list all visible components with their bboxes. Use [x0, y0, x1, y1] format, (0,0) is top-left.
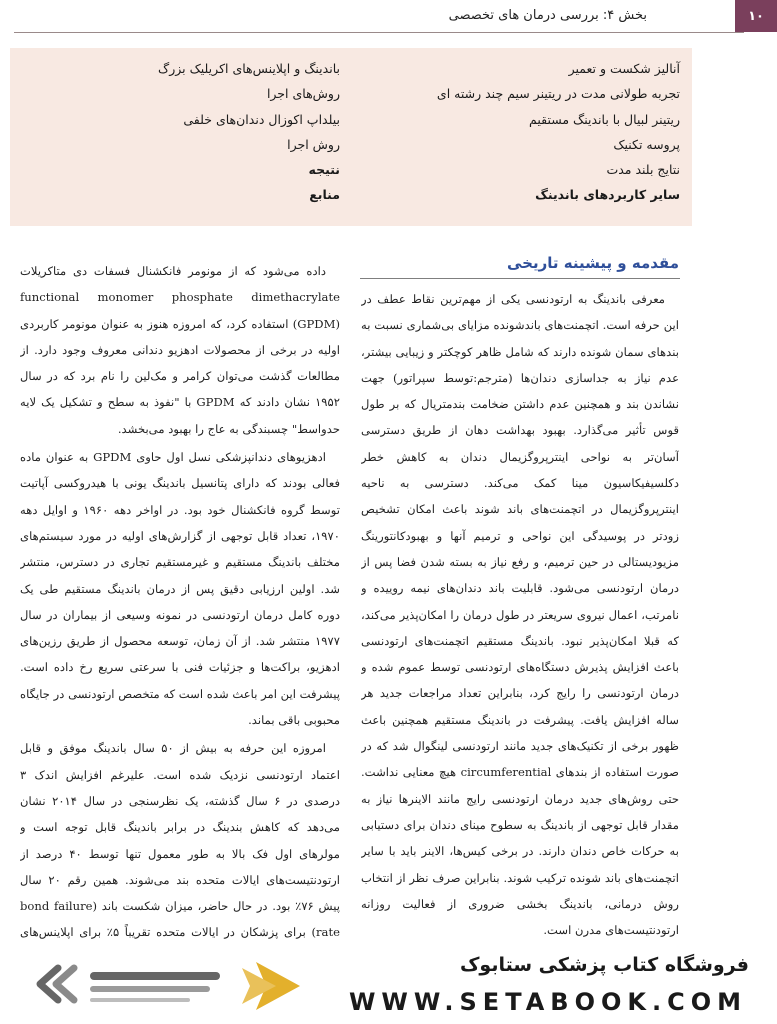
toc-item: سایر کاربردهای باندینگ — [535, 187, 680, 203]
paragraph: معرفی باندینگ به ارتودنسی یکی از مهم‌ترین نقاط عطف در این حرفه است. اتچمنت‌های باندشونده مزایای بی‌شماری نسبت به بندهای سمان شونده دارند که شامل ظاهر کوچکتر و زیبایی بیشتر، عدم نیاز به جداسازی دندان‌ها (مترجم:توسط سپراتور) جهت نشاندن بند و همچنین عدم داشتن ضخامت بندمتریال که بر طول قوس تأثیر می‌گذارد. بهبود بهداشت دهان از طریق دسترسی آسان‌تر به نواحی اینترپروگزیمال دندان به کاهش خطر دکلسیفیکاسیون مینا کمک می‌کند. دسترسی به ناحیه اینترپروگزیمال در اتچمنت‌های باند شوند باعث امکان تشخیص زودتر در پوسیدگی این نواحی و ترمیم آنها و بهبودکانتورینگ مزیودیستالی در حین ترمیم، و رفع نیاز به بسته شدن فضا پس از درمان ارتودنسی می‌شود. قابلیت باند دندان‌های نیمه روییده و نامرتب، اعمال نیروی سریعتر در طول درمان را امکان‌پذیر می‌کند، که قبلا امکان‌پذیر نبود. باندینگ مستقیم اتچمنت‌های ارتودنسی باعث افزایش پذیرش دستگاه‌های ارتودنسی توسط عموم شده و درمان ارتودنسی را رایج کرد، بنابراین تعداد مراجعات جدید هر ساله افزایش یافت. پیشرفت در باندینگ مستقیم همچنین باعث ظهور برخی از تکنیک‌های جدید مانند ارتودنسی لینگوال شد که در صورت استفاده از بندهای circumferential هیچ معنایی نداشت. حتی روش‌های جدید درمان ارتودنسی رایج مانند الاینرها نیاز به مقدار قابل توجهی از باندینگ به سطوح مینای دندان برای دستیابی به حرکات خاص دندان دارند. در برخی کیس‌ها، الاینر باید با سایر اتچمنت‌های باند شونده ترکیب شوند. بنابراین صرف نظر از انتخاب روش درمانی، باندینگ بخشی ضروری از فعالیت روزانه ارتودنتیست‌های مدرن است. — [361, 292, 679, 938]
page-number: ۱۰ — [735, 0, 777, 32]
section-heading: مقدمه و پیشینه تاریخی — [506, 254, 679, 272]
shop-name: فروشگاه کتاب پزشکی ستابوک — [459, 954, 749, 976]
paragraph: داده می‌شود که از مونومر فانکشنال فسفات دی متاکریلات functional monomer phosphate dimethacrylate (GPDM) استفاده کرد، که امروزه هنوز به عنوان مونومر کاربردی اولیه در برخی از محصولات ادهزیو دندانی معروف وجود دارد. از مطالعات گذشت می‌توان کرامر و مک‌لین را نام برد که در سال ۱۹۵۲ نشان دادند که GPDM با "نفوذ به سطح و تشکیل یک لایه حدواسط" چسبندگی به عاج را بهبود می‌بخشد. — [20, 264, 340, 436]
body-column-left — [20, 258, 340, 946]
toc-item: نتایج بلند مدت — [606, 162, 680, 178]
paragraph: ادهزیوهای دندانپزشکی نسل اول حاوی GPDM به عنوان ماده فعالی بودند که دارای پتانسیل باندینگ یونی با هیدروکسی آپاتیت توسط گروه فانکشنال خود بود. در اواخر دهه ۱۹۶۰ و اوایل دهه ۱۹۷۰، تعداد قابل توجهی از گزارش‌های اولیه در مورد سیستم‌های مختلف باندینگ مستقیم و غیرمستقیم تجاری در دسترس، منتشر شد. اولین ارزیابی دقیق پس از درمان باندینگ مستقیم طی یک دوره کامل درمان ارتودنسی در نمونه وسیعی از بیماران در سال ۱۹۷۷ منتشر شد. از آن زمان، توسعه محصول از طریق رزین‌های ادهزیو، براکت‌ها و جزئیات فنی با سرعتی سریع رخ داده است. پیشرفت این امر باعث شده است که متخصص ارتودنسی در جایگاه محبوبی باقی بماند. — [20, 450, 340, 728]
toc-column-right — [380, 56, 680, 208]
toc-item: نتیجه — [308, 162, 340, 178]
toc-item: پروسه تکنیک — [613, 136, 680, 152]
setabook-logo-icon — [28, 954, 308, 1018]
shop-url: WWW.SETABOOK.COM — [348, 988, 747, 1016]
toc-item: منابع — [309, 187, 340, 203]
body-column-right — [361, 286, 679, 946]
heading-divider — [360, 278, 680, 279]
toc-box — [10, 48, 692, 226]
toc-item: باندینگ و اپلاینس‌های اکریلیک بزرگ — [158, 61, 340, 76]
toc-item: تجربه طولانی مدت در ریتینر سیم چند رشته ای — [436, 86, 680, 102]
chapter-title: بخش ۴: بررسی درمان های تخصصی — [448, 8, 647, 23]
toc-item: روش‌های اجرا — [266, 86, 340, 102]
watermark-band — [0, 940, 777, 1024]
toc-column-left — [40, 56, 340, 208]
toc-item: بیلداپ اکوزال دندان‌های خلفی — [183, 111, 340, 127]
toc-item: آنالیز شکست و تعمیر — [568, 61, 680, 76]
paragraph: امروزه این حرفه به بیش از ۵۰ سال باندینگ موفق و قابل اعتماد ارتودنسی نزدیک شده است. علیرغم افزایش اندک ۳ درصدی در ۶ سال گذشته، یک نظرسنجی در سال ۲۰۱۴ نشان می‌دهد که کاهش بندینگ در برابر باندینگ قابل توجه است و مولرهای اول فک بالا به طور معمول تنها توسط ۴۰ درصد از ارتودنتیست‌های ایالات متحده بند می‌شوند. همین رقم ۲۰ سال پیش ۷۶٪ بود. در حال حاضر، میزان شکست باند (bond failure rate) برای پزشکان در ایالات متحده تقریباً ۵٪ برای اپلاینس‌های — [20, 741, 340, 940]
toc-item: روش اجرا — [287, 136, 340, 152]
header-divider — [14, 32, 744, 33]
page-header — [0, 0, 777, 34]
toc-item: ریتینر لبیال با باندینگ مستقیم — [529, 111, 680, 127]
setabook-logo — [28, 954, 308, 1018]
